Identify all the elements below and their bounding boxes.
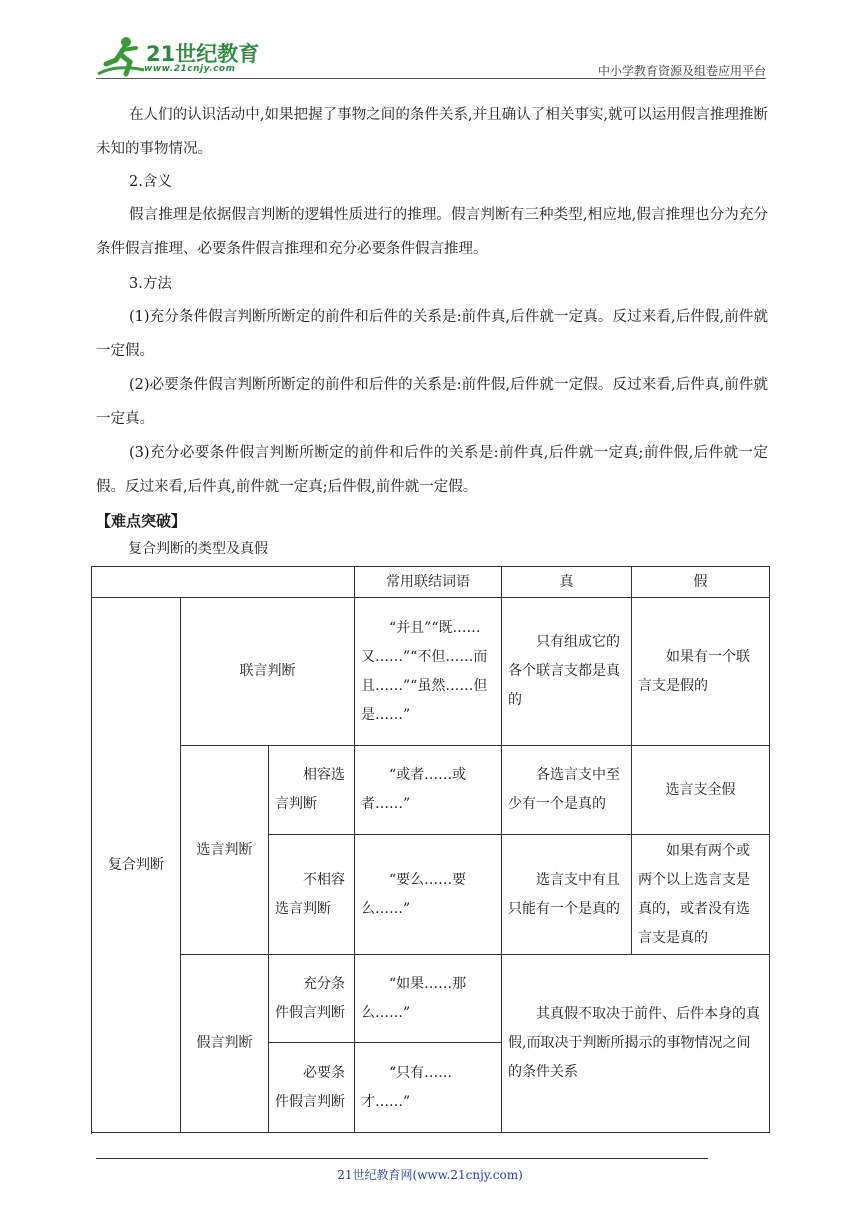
incompatible-words: “要么……要么……”	[355, 835, 502, 955]
method-item-1: (1)充分条件假言判断所断定的前件和后件的关系是:前件真,后件就一定真。反过来看,后件假,前件就一定假。	[96, 309, 768, 359]
header-false: 假	[632, 567, 770, 598]
incompatible-name: 不相容选言判断	[269, 835, 355, 955]
logo-text: 21世纪教育	[146, 42, 260, 66]
section-heading-meaning: 2.含义	[129, 174, 172, 190]
disjunction-name: 选言判断	[181, 746, 269, 955]
necessary-words: “只有……才……”	[355, 1043, 502, 1133]
header-divider	[96, 78, 766, 79]
table-row-sufficient-hypothetical	[92, 955, 770, 1043]
meaning-paragraph: 假言推理是依据假言判断的逻辑性质进行的推理。假言判断有三种类型,相应地,假言推理也分为充分条件假言推理、必要条件假言推理和充分必要条件假言推理。	[96, 207, 768, 257]
difficulty-title: 【难点突破】	[96, 512, 187, 530]
site-logo[interactable]	[96, 34, 266, 78]
conjunction-false: 如果有一个联言支是假的	[632, 598, 770, 746]
incompatible-false: 如果有两个或两个以上选言支是真的，或者没有选言支是真的	[632, 835, 770, 955]
compatible-false: 选言支全假	[632, 746, 770, 835]
table-header-row	[92, 567, 770, 598]
table-row-conjunction	[92, 598, 770, 746]
footer-link[interactable]: 21世纪教育网(www.21cnjy.com)	[337, 1168, 523, 1182]
sufficient-name: 充分条件假言判断	[269, 955, 355, 1043]
conjunction-name: 联言判断	[181, 598, 355, 746]
compatible-true: 各选言支中至少有一个是真的	[502, 746, 632, 835]
page-header	[96, 34, 766, 80]
table-caption: 复合判断的类型及真假	[128, 541, 268, 557]
conjunction-true: 只有组成它的各个联言支都是真的	[502, 598, 632, 746]
compatible-words: “或者……或者……”	[355, 746, 502, 835]
footer-divider	[96, 1158, 708, 1159]
platform-name: 中小学教育资源及组卷应用平台	[597, 64, 766, 78]
table-row-compatible-disjunction	[92, 746, 770, 835]
conjunction-words: “并且”“既……又……”“不但……而且……”“虽然……但是……”	[355, 598, 502, 746]
incompatible-true: 选言支中有且只能有一个是真的	[502, 835, 632, 955]
method-item-3: (3)充分必要条件假言判断所断定的前件和后件的关系是:前件真,后件就一定真;前件假,后件就一定假。反过来看,后件真,前件就一定真;后件假,前件就一定假。	[96, 445, 768, 495]
header-true: 真	[502, 567, 632, 598]
judgment-table	[91, 566, 770, 1133]
logo-subtext: www.21cnjy.com	[144, 64, 236, 74]
hypothetical-name: 假言判断	[181, 955, 269, 1133]
runner-logo-icon	[96, 34, 146, 78]
intro-paragraph: 在人们的认识活动中,如果把握了事物之间的条件关系,并且确认了相关事实,就可以运用假言推理推断未知的事物情况。	[96, 107, 768, 157]
hypothetical-truth: 其真假不取决于前件、后件本身的真假,而取决于判断所揭示的事物情况之间的条件关系	[502, 955, 770, 1133]
compound-judgment-cell: 复合判断	[92, 598, 181, 1133]
method-item-2: (2)必要条件假言判断所断定的前件和后件的关系是:前件假,后件就一定假。反过来看,后件真,前件就一定真。	[96, 377, 768, 427]
compatible-name: 相容选言判断	[269, 746, 355, 835]
header-connectives: 常用联结词语	[355, 567, 502, 598]
section-heading-method: 3.方法	[129, 276, 172, 292]
necessary-name: 必要条件假言判断	[269, 1043, 355, 1133]
header-blank-cell	[92, 567, 355, 598]
sufficient-words: “如果……那么……”	[355, 955, 502, 1043]
